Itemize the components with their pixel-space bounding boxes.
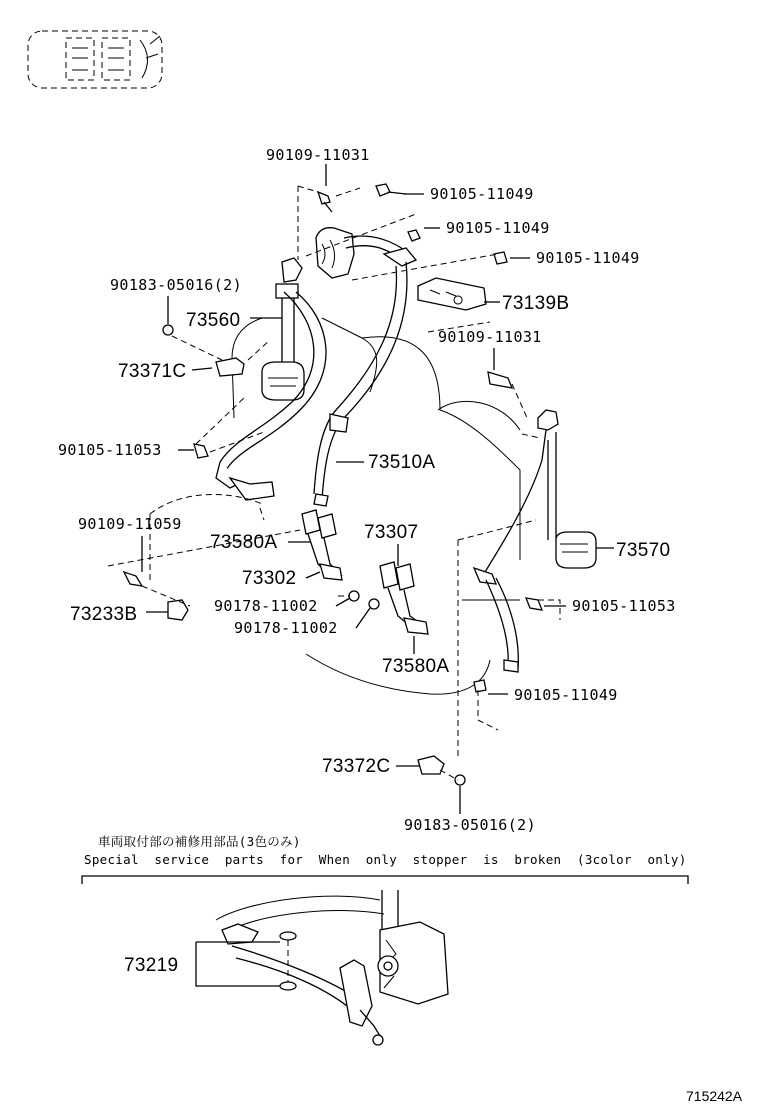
label-90183-05016-left[interactable]: 90183-05016(2) — [110, 276, 243, 294]
label-73371c[interactable]: 73371C — [118, 361, 187, 382]
figure-code: 715242A — [686, 1088, 743, 1104]
label-90178-11002-b[interactable]: 90178-11002 — [234, 619, 338, 637]
label-73307[interactable]: 73307 — [364, 522, 419, 543]
note-japanese: 車両取付部の補修用部品(3色のみ) — [98, 834, 301, 849]
cover-73139b — [418, 278, 486, 310]
buckle-73307 — [380, 562, 428, 634]
label-73510a[interactable]: 73510A — [368, 452, 436, 473]
label-73233b[interactable]: 73233B — [70, 604, 138, 625]
label-90105-11049-c[interactable]: 90105-11049 — [536, 249, 640, 267]
seat-belt-logo-icon — [28, 31, 162, 88]
right-belt-assembly — [474, 410, 596, 672]
leader-73219 — [196, 942, 280, 986]
special-service-section — [82, 834, 688, 1045]
retractor-detail — [216, 890, 448, 1045]
label-90109-11059[interactable]: 90109-11059 — [78, 515, 182, 533]
label-73580a-right[interactable]: 73580A — [382, 656, 450, 677]
part-labels — [58, 146, 676, 834]
label-90105-11049-b[interactable]: 90105-11049 — [446, 219, 550, 237]
label-90105-11053-left[interactable]: 90105-11053 — [58, 441, 162, 459]
label-73219[interactable]: 73219 — [124, 955, 179, 976]
label-90105-11049-a[interactable]: 90105-11049 — [430, 185, 534, 203]
label-73302[interactable]: 73302 — [242, 568, 297, 589]
label-73570[interactable]: 73570 — [616, 540, 671, 561]
label-90109-11031-right[interactable]: 90109-11031 — [438, 328, 542, 346]
label-90105-11053-right[interactable]: 90105-11053 — [572, 597, 676, 615]
seat-side-outline — [440, 410, 520, 560]
section-bracket — [82, 876, 688, 884]
label-90105-11049-d[interactable]: 90105-11049 — [514, 686, 618, 704]
left-belt-assembly — [216, 258, 326, 500]
note-english: Special service parts for When only stopper is broken (3color only) — [84, 852, 687, 867]
buckle-73580a-left — [302, 510, 342, 580]
label-73580a-left[interactable]: 73580A — [210, 532, 278, 553]
label-90183-05016-bottom[interactable]: 90183-05016(2) — [404, 816, 537, 834]
label-73372c[interactable]: 73372C — [322, 756, 391, 777]
label-73139b[interactable]: 73139B — [502, 293, 570, 314]
label-90109-11031-top[interactable]: 90109-11031 — [266, 146, 370, 164]
label-90178-11002-a[interactable]: 90178-11002 — [214, 597, 318, 615]
label-73560[interactable]: 73560 — [186, 310, 241, 331]
